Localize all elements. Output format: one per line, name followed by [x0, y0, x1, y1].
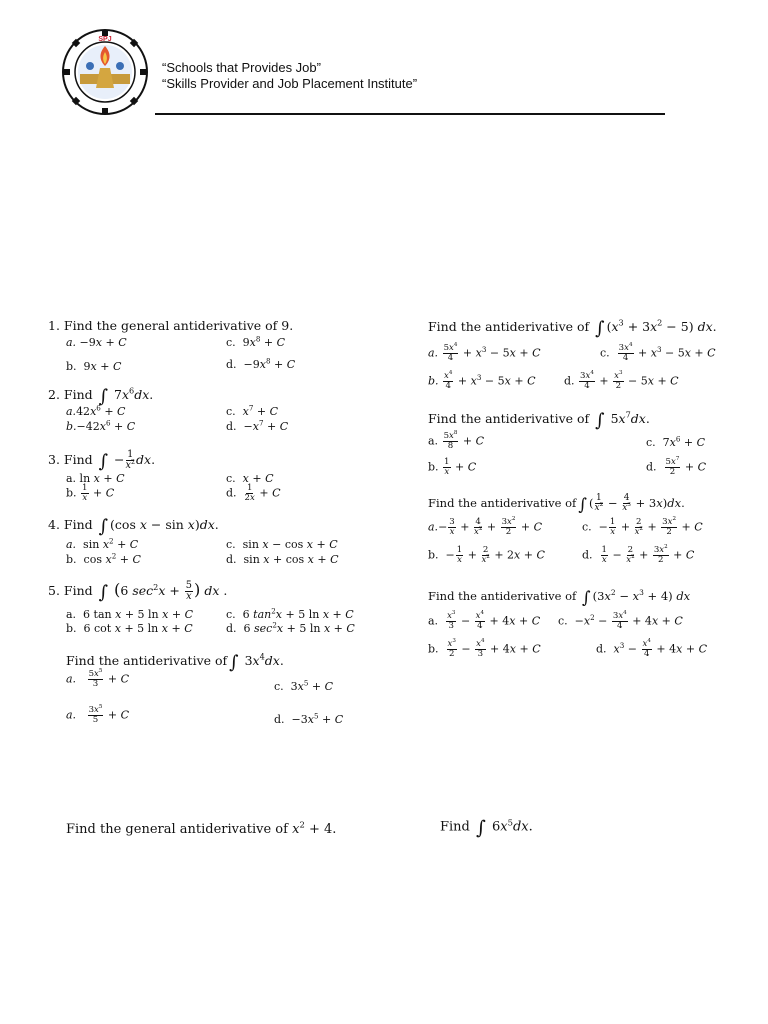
bottom-question-right: Find ∫ $6x^5dx$. — [440, 817, 533, 839]
q4-option-c: c. sin x − cos x + C — [226, 538, 338, 551]
q6-option-d: d. $-3x^5 + C$ — [274, 711, 344, 726]
q3-option-d: d. $\frac{1}{2x}$ + C — [226, 483, 281, 503]
r4-option-d: d. $x^3$ − $\frac{x^4}{4}$ + 4x + C — [596, 638, 707, 659]
r2-option-a: a. $\frac{5x^8}{8}$ + C — [428, 430, 485, 451]
r3-option-d: d. $\frac{1}{x}$ − $\frac{2}{x^2}$ + $\frac{3x^2}{2}$ + C — [582, 544, 695, 565]
r3-option-a: a.− $\frac{3}{x}$ + $\frac{4}{x^2}$ + $\frac{3x^2}{2}$ + C — [428, 516, 543, 537]
r1-option-c: c. $\frac{3x^4}{4}$ + $x^3 - 5x + C$ — [600, 342, 716, 363]
r3-option-c: c. − $\frac{1}{x}$ + $\frac{2}{x^2}$ + $\frac{3x^2}{2}$ + C — [582, 516, 703, 537]
r1-option-b: b. $\frac{x^4}{4}$ + $x^3 - 5x + C$ — [428, 370, 536, 391]
q2-option-a: $a.42x^6 + C$ — [66, 403, 126, 418]
q1-option-d: d. $-9x^8 + C$ — [226, 356, 296, 371]
question-5: 5. Find ∫ (6 $\sec^2x$ + $\frac{5}{x}$ ) dx . — [48, 579, 228, 604]
bottom-question-left: Find the general antiderivative of $x^2 + 4$. — [66, 819, 337, 837]
q4-option-a: a. $\sin x^2 + C$ — [66, 536, 139, 551]
document-header — [0, 0, 768, 130]
question-2: 2. Find ∫ $7x^6dx$. — [48, 385, 154, 407]
r2-option-d: d. $\frac{5x^7}{2}$ + C — [646, 456, 707, 477]
right-question-2: Find the antiderivative of ∫ $5x^7dx$. — [428, 409, 650, 431]
right-question-3: Find the antiderivative of ∫ ( $\frac{1}{x^2}$ − $\frac{4}{x^3}$ + 3x)dx. — [428, 493, 685, 514]
q4-option-b: b. $\cos x^2 + C$ — [66, 551, 141, 566]
q1-option-b: b. 9x + C — [66, 360, 122, 373]
q2-option-b: $b.-42x^6 + C$ — [66, 418, 136, 433]
question-6: Find the antiderivative of ∫ $3x^4dx$. — [66, 651, 284, 673]
r4-option-a: a. $\frac{x^3}{3}$ − $\frac{x^4}{4}$ + 4x + C — [428, 610, 541, 631]
tagline-1: “Schools that Provides Job” — [162, 60, 321, 75]
r1-option-d: d. $\frac{3x^4}{4}$ + $\frac{x^3}{2}$ − 5x + C — [564, 370, 679, 391]
right-question-1: Find the antiderivative of ∫ $(x^3 + 3x^2 - 5)$ dx. — [428, 317, 717, 339]
right-question-4: Find the antiderivative of ∫ $(3x^2 - x^3 + 4)$ dx — [428, 588, 691, 607]
question-3: 3. Find ∫ − $\frac{1}{x^2}$ dx. — [48, 449, 156, 473]
q1-option-a: a. −9x + C — [66, 336, 127, 349]
q3-option-a: a. ln x + C — [66, 472, 125, 485]
header-divider — [155, 113, 665, 115]
institute-logo — [60, 28, 150, 116]
svg-text:SPJ: SPJ — [98, 36, 112, 43]
q2-option-c: c. $x^7 + C$ — [226, 403, 279, 418]
q6-option-a: a. $\frac{5x^5}{3}$ + C — [66, 668, 130, 689]
q3-option-c: c. x + C — [226, 472, 274, 485]
q5-option-a: a. 6 tan x + 5 ln x + C — [66, 608, 193, 621]
r3-option-b: b. − $\frac{1}{x}$ + $\frac{2}{x^2}$ + 2x + C — [428, 545, 545, 565]
q1-option-c: c. $9x^8 + C$ — [226, 334, 286, 349]
q6-option-c: c. $3x^5 + C$ — [274, 678, 334, 693]
q4-option-d: d. sin x + cos x + C — [226, 553, 339, 566]
r4-option-b: b. $\frac{x^3}{2}$ − $\frac{x^4}{3}$ + 4x + C — [428, 638, 541, 659]
q6-option-b: a. $\frac{3x^5}{5}$ + C — [66, 704, 130, 725]
question-4: 4. Find ∫ (cos x − sin x)dx. — [48, 516, 219, 537]
r1-option-a: a. $\frac{5x^4}{4}$ + $x^3 - 5x + C$ — [428, 342, 541, 363]
tagline-2: “Skills Provider and Job Placement Institute” — [162, 76, 418, 91]
r2-option-b: b. $\frac{1}{x}$ + C — [428, 457, 477, 477]
q3-option-b: b. $\frac{1}{x}$ + C — [66, 483, 115, 503]
r2-option-c: c. $7x^6 + C$ — [646, 434, 706, 449]
r4-option-c: c. $-x^2$ − $\frac{3x^4}{4}$ + 4x + C — [558, 610, 683, 631]
q5-option-c: c. 6 $\tan^2x + 5$ ln x + C — [226, 606, 354, 621]
q2-option-d: d. $-x^7 + C$ — [226, 418, 289, 433]
q5-option-b: b. 6 cot x + 5 ln x + C — [66, 622, 193, 635]
question-1: 1. Find the general antiderivative of 9. — [48, 318, 294, 333]
q5-option-d: d. 6 $\sec^2x + 5$ ln x + C — [226, 620, 355, 635]
